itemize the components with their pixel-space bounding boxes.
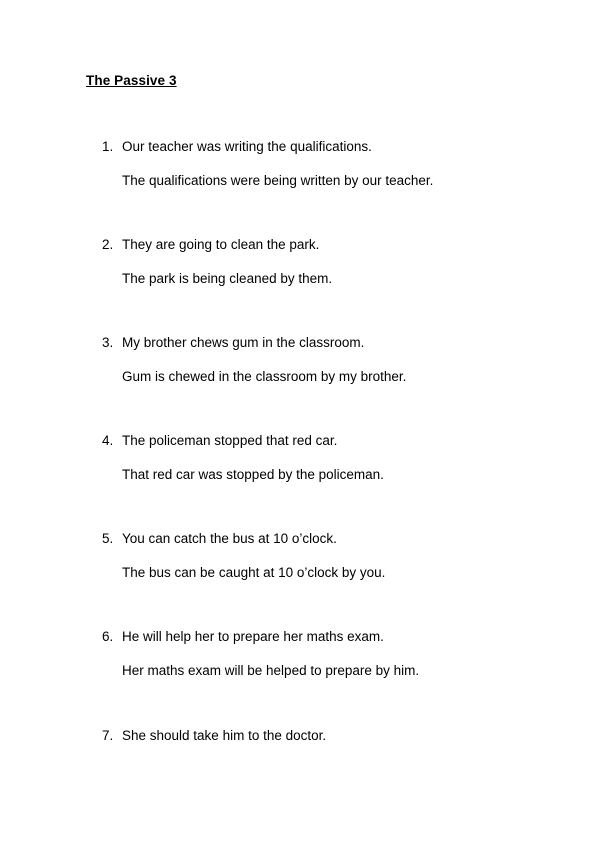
- item-number: 4.: [102, 433, 114, 448]
- item-number: 5.: [102, 531, 114, 546]
- page-title: The Passive 3: [86, 73, 177, 88]
- active-sentence: My brother chews gum in the classroom.: [122, 335, 365, 350]
- active-sentence: You can catch the bus at 10 o’clock.: [122, 531, 337, 546]
- item-number: 2.: [102, 237, 114, 252]
- active-sentence: Our teacher was writing the qualifications.: [122, 139, 372, 154]
- active-sentence: They are going to clean the park.: [122, 237, 320, 252]
- item-number: 3.: [102, 335, 114, 350]
- passive-answer: That red car was stopped by the policeman.: [122, 467, 384, 482]
- passive-answer: The qualifications were being written by our teacher.: [122, 173, 434, 188]
- active-sentence: He will help her to prepare her maths exam.: [122, 629, 384, 644]
- item-number: 7.: [102, 728, 114, 743]
- item-number: 1.: [102, 139, 114, 154]
- active-sentence: She should take him to the doctor.: [122, 728, 327, 743]
- passive-answer: The park is being cleaned by them.: [122, 271, 333, 286]
- item-number: 6.: [102, 629, 114, 644]
- active-sentence: The policeman stopped that red car.: [122, 433, 338, 448]
- passive-answer: Her maths exam will be helped to prepare by him.: [122, 663, 420, 678]
- passive-answer: The bus can be caught at 10 o’clock by you.: [122, 565, 386, 580]
- passive-answer: Gum is chewed in the classroom by my brother.: [122, 369, 407, 384]
